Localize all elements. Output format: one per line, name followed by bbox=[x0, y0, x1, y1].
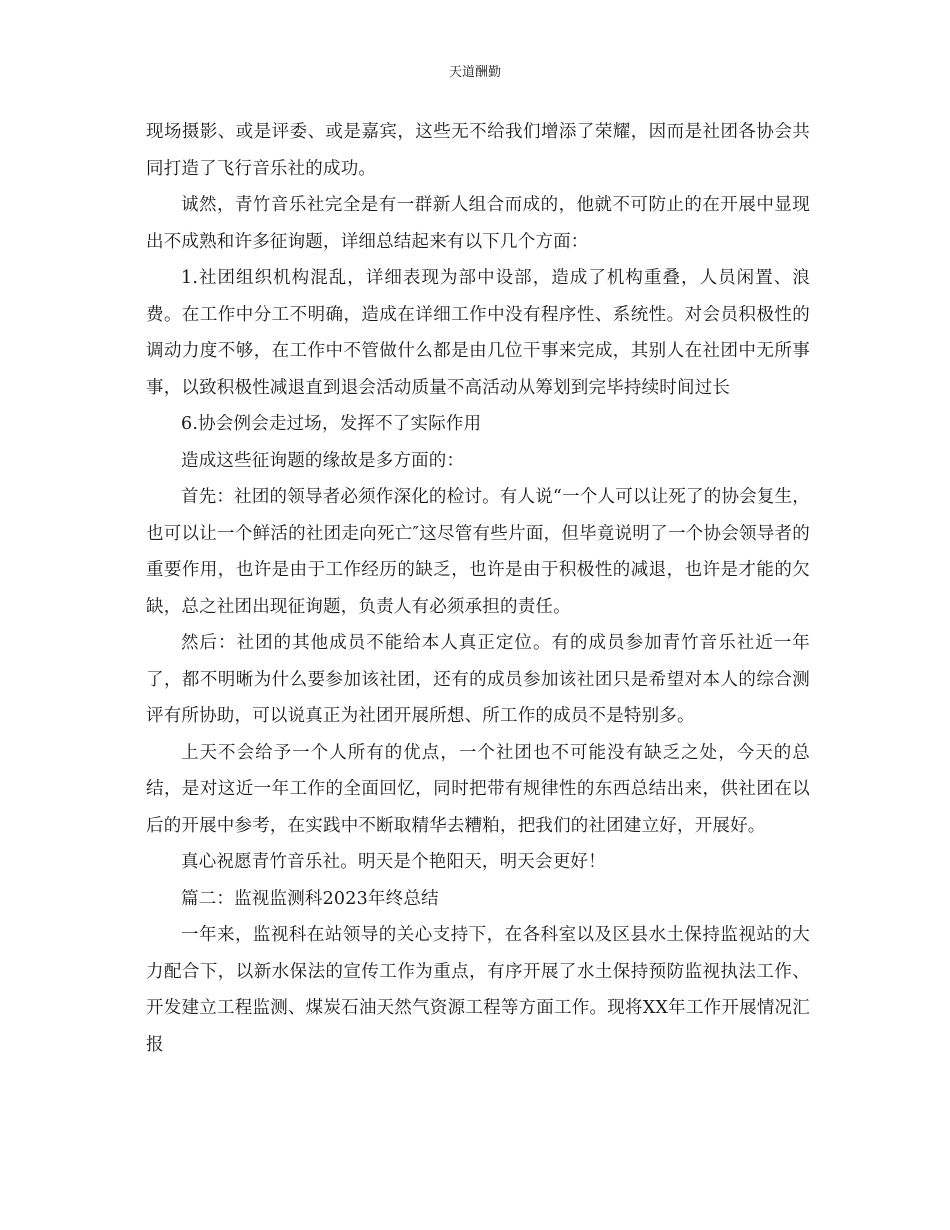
paragraph: 6.协会例会走过场，发挥不了实际作用 bbox=[181, 414, 482, 434]
section-heading: 篇二：监视监测科2023年终总结 bbox=[181, 888, 439, 909]
paragraph: 然后：社团的其他成员不能给本人真正定位。有的成员参加青竹音乐社近一年了，都不明晰为什么要参加该社团，还有的成员参加该社团只是希望对本人的综合测评有所协助，可以说真正为社团开展所想、所工作的成员不是特别多。 bbox=[146, 633, 810, 726]
paragraph: 诚然，青竹音乐社完全是有一群新人组合而成的，他就不可防止的在开展中显现出不成熟和许多征询题，详细总结起来有以下几个方面： bbox=[146, 195, 810, 252]
paragraph: 上天不会给予一个人所有的优点，一个社团也不可能没有缺乏之处，今天的总结，是对这近一年工作的全面回忆，同时把带有规律性的东西总结出来，供社团在以后的开展中参考，在实践中不断取精华去糟粕，把我们的社团建立好，开展好。 bbox=[146, 742, 810, 836]
paragraph: 一年来，监视科在站领导的关心支持下，在各科室以及区县水土保持监视站的大力配合下，以新水保法的宣传工作为重点，有序开展了水土保持预防监视执法工作、开发建立工程监测、煤炭石油天然气资源工程等方面工作。现将XX年工作开展情况汇报 bbox=[146, 925, 810, 1055]
paragraph: 现场摄影、或是评委、或是嘉宾，这些无不给我们增添了荣耀，因而是社团各协会共同打造了飞行音乐社的成功。 bbox=[146, 122, 810, 179]
paragraph: 1.社团组织机构混乱，详细表现为部中设部，造成了机构重叠，人员闲置、浪费。在工作中分工不明确，造成在详细工作中没有程序性、系统性。对会员积极性的调动力度不够，在工作中不管做什么都是由几位干事来完成，其别人在社团中无所事事，以致积极性减退直到退会活动质量不高活动从筹划到完毕持续时间过长 bbox=[146, 268, 810, 398]
paragraph: 造成这些征询题的缘故是多方面的： bbox=[181, 450, 465, 471]
document-body bbox=[146, 114, 810, 1063]
page-header: 天道酬勤 bbox=[448, 65, 501, 80]
paragraph: 真心祝愿青竹音乐社。明天是个艳阳天，明天会更好！ bbox=[181, 852, 606, 872]
paragraph: 首先：社团的领导者必须作深化的检讨。有人说“一个人可以让死了的协会复生，也可以让一个鲜活的社团走向死亡″这尽管有些片面，但毕竟说明了一个协会领导者的重要作用，也许是由于工作经历的缺乏，也许是由于积极性的减退，也许是才能的欠缺，总之社团出现征询题，负责人有必须承担的责任。 bbox=[146, 487, 810, 617]
